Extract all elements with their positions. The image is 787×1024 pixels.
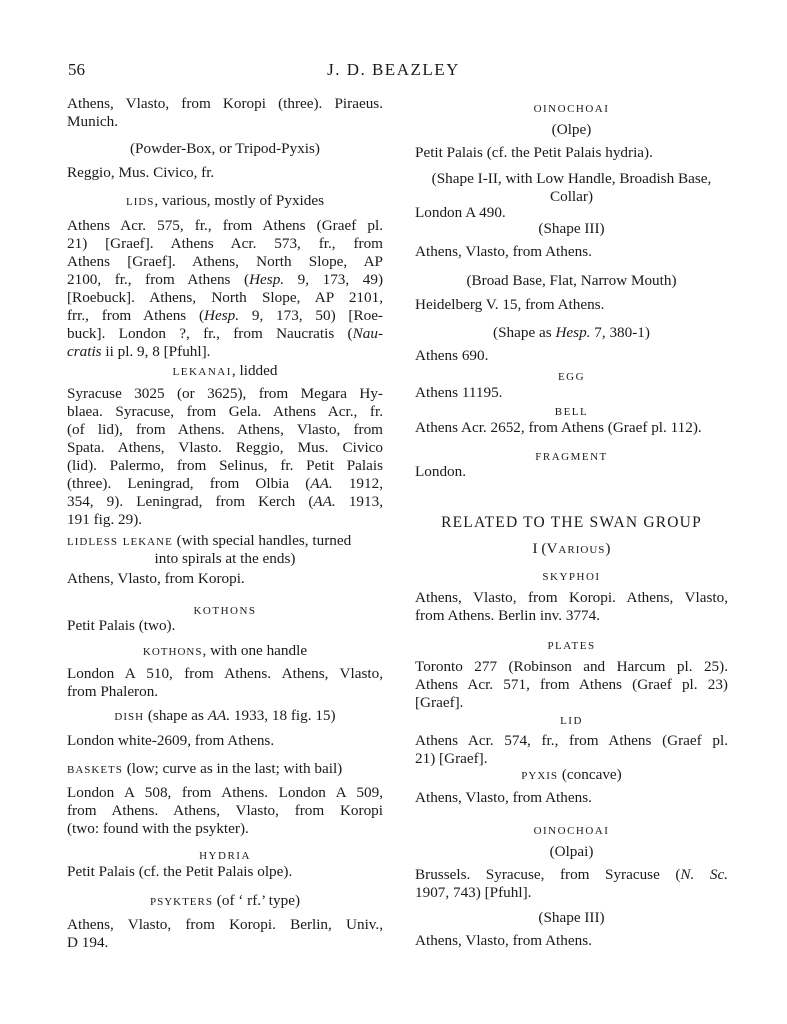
heading-dish: dish (shape as AA. 1933, 18 fig. 15) xyxy=(114,707,336,724)
entry-vlasto-athens-2: Athens, Vlasto, from Athens. xyxy=(415,932,592,949)
heading-fragment: FRAGMENT xyxy=(535,451,608,463)
entry-athens-11195: Athens 11195. xyxy=(415,384,503,401)
heading-skyphoi: SKYPHOI xyxy=(542,571,601,583)
entry-lids-list: Athens Acr. 575, fr., from Athens (Graef pl. 21) [Graef]. Athens Acr. 573, fr., from Athens [Graef]. Athens, North Slope, AP 2100, fr., from Athens (Hesp. 9, 173, 49) [Roebuck]. Athens, North Slope, AP 2101, frr., from Athens (Hesp. 9, 173, 50) [Roe- buck]. London ?, fr., from Naucratis (Nau- cratis ii pl. 9, 8 [Pfuhl]. xyxy=(67,217,384,360)
heading-hydria: HYDRIA xyxy=(199,850,251,862)
heading-egg: EGG xyxy=(557,371,586,383)
heading-psykters: psykters (of ‘ rf.’ type) xyxy=(149,892,301,909)
heading-oinochoai-2: OINOCHOAI xyxy=(533,825,610,837)
entry-psykters: Athens, Vlasto, from Koropi. Berlin, Univ., D 194. xyxy=(67,916,383,951)
entry-athens-koropi: Athens, Vlasto, from Koropi (three). Piraeus. Munich. xyxy=(67,95,383,130)
entry-baskets: London A 508, from Athens. London A 509, from Athens. Athens, Vlasto, from Koropi (two: found with the psykter). xyxy=(67,784,383,837)
entry-reggio: Reggio, Mus. Civico, fr. xyxy=(67,164,215,181)
entry-lidless: Athens, Vlasto, from Koropi. xyxy=(67,570,245,587)
heading-powder-box: (Powder-Box, or Tripod-Pyxis) xyxy=(130,140,320,157)
entry-kothons: Petit Palais (two). xyxy=(67,617,176,634)
entry-plates: Toronto 277 (Robinson and Harcum pl. 25). Athens Acr. 571, from Athens (Graef pl. 23) [Graef]. xyxy=(415,658,728,711)
heading-lidless-lekane: lidless lekane (with special handles, turned into spirals at the ends) xyxy=(67,532,352,567)
heading-bell: BELL xyxy=(554,406,589,418)
heading-broad-base: (Broad Base, Flat, Narrow Mouth) xyxy=(466,272,677,289)
entry-lid: Athens Acr. 574, fr., from Athens (Graef pl. 21) [Graef]. xyxy=(415,732,728,767)
entry-olpai: Brussels. Syracuse, from Syracuse (N. Sc. 1907, 743) [Pfuhl]. xyxy=(415,866,729,901)
entry-dish: London white-2609, from Athens. xyxy=(67,732,275,749)
entry-kothons-one-handle: London A 510, from Athens. Athens, Vlasto, from Phaleron. xyxy=(67,665,383,700)
heading-lekanai: LEKANAI, lidded xyxy=(172,362,278,379)
heading-shape-hesp: (Shape as Hesp. 7, 380-1) xyxy=(493,324,650,341)
heading-kothons-one-handle: kothons, with one handle xyxy=(142,642,308,659)
heading-lids: lids, various, mostly of Pyxides xyxy=(125,192,325,209)
heading-shape-3: (Shape III) xyxy=(538,220,605,237)
entry-hydria: Petit Palais (cf. the Petit Palais olpe). xyxy=(67,863,293,880)
entry-skyphoi: Athens, Vlasto, from Koropi. Athens, Vlasto, from Athens. Berlin inv. 3774. xyxy=(415,589,728,624)
entry-petit-palais-olpe: Petit Palais (cf. the Petit Palais hydria). xyxy=(415,144,653,161)
heading-shape-3-b: (Shape III) xyxy=(538,909,605,926)
entry-vlasto-athens: Athens, Vlasto, from Athens. xyxy=(415,243,592,260)
heading-pyxis: pyxis (concave) xyxy=(521,766,622,783)
entry-pyxis: Athens, Vlasto, from Athens. xyxy=(415,789,592,806)
running-head: J. D. BEAZLEY xyxy=(327,60,460,79)
entry-athens-acr-2652: Athens Acr. 2652, from Athens (Graef pl. 112). xyxy=(415,419,702,436)
entry-lekanai-list: Syracuse 3025 (or 3625), from Megara Hy- blaea. Syracuse, from Gela. Athens Acr., fr. (of lid), from Athens. Athens, Vlasto, from Spata. Athens, Vlasto. Reggio, Mus. Civico (lid). Palermo, from Selinus, fr. Petit Palais (three). Leningrad, from Olbia (AA. 1912, 354, 9). Leningrad, from Kerch (AA. 1913, 191 fig. 29). xyxy=(67,385,384,528)
heading-olpai: (Olpai) xyxy=(549,843,594,860)
entry-london-fragment: London. xyxy=(415,463,467,480)
heading-kothons: KOTHONS xyxy=(193,605,257,617)
entry-heidelberg: Heidelberg V. 15, from Athens. xyxy=(415,296,605,313)
heading-olpe: (Olpe) xyxy=(551,121,592,138)
heading-plates: PLATES xyxy=(547,640,596,652)
heading-oinochoai: OINOCHOAI xyxy=(533,103,610,115)
heading-baskets: baskets (low; curve as in the last; with bail) xyxy=(67,760,343,777)
heading-shape-1-2: (Shape I-II, with Low Handle, Broadish Base, Collar) xyxy=(431,170,712,205)
heading-various: I (Various) xyxy=(532,540,611,557)
section-heading-related-swan-group: RELATED TO THE SWAN GROUP xyxy=(441,514,702,531)
page-number: 56 xyxy=(68,60,85,79)
entry-athens-690: Athens 690. xyxy=(415,347,489,364)
heading-lid: LID xyxy=(560,715,583,727)
entry-london-a490: London A 490. xyxy=(415,204,506,221)
